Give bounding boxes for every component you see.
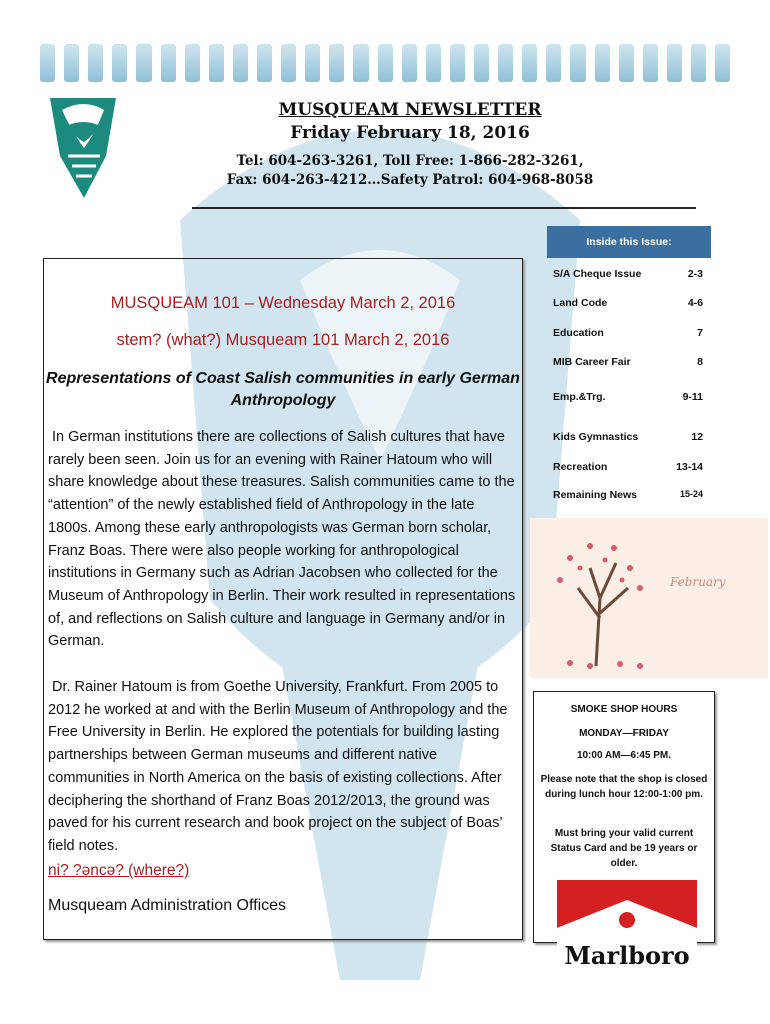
article-what: stem? (what?) Musqueam 101 March 2, 2016 [116,331,450,349]
toc-item: Land Code 4-6 [553,297,703,309]
toc-item: MIB Career Fair 8 [553,356,703,368]
event-location: Musqueam Administration Offices [48,897,287,914]
article-title: MUSQUEAM 101 – Wednesday March 2, 2016 [110,294,456,312]
article-subtitle: Representations of Coast Salish communities in early German Anthropology [46,370,520,409]
article-paragraph: In German institutions there are collections of Salish cultures that have rarely been seen. Join us for an evening with Rainer Hatoum who will share knowledge about these treasures. Salish communities came to the “attention” of the newly established field of Anthropology in the late 1800s. Among these early anthropologists was German born scholar, Franz Boas. There were also people working for anthropological institutions in Germany such as Adrian Jacobsen who collected for the Museum of Anthropology in Berlin. Their work resulted in representations of, and reflections on Salish culture and language in Germany and/or in German. [48,429,516,650]
smoke-shop-hours: 10:00 AM—6:45 PM. [576,750,672,761]
toc-item: Education 7 [553,327,703,339]
smoke-shop-note: Please note that the shop is closed during lunch hour 12:00-1:00 pm. [540,774,708,800]
where-label: ni? ?əncə? (where?) [48,862,190,879]
marlboro-wordmark: Marlboro [564,941,690,970]
article-paragraph: Dr. Rainer Hatoum is from Goethe University, Frankfurt. From 2005 to 2012 he worked at and with the Berlin Museum of Anthropology and the Free University in Berlin. He explored the potentials for building lasting partnerships between German museums and different native communities in North America on the basis of existing collections. After deciphering the shorthand of Franz Boas 2012/2013, the ground was paved for his current research and book project on the subject of Boas’ field notes. [48,679,508,854]
article-box [43,258,523,940]
header-divider [192,207,696,209]
calendar-month: February [670,575,726,589]
decorative-top-bar [40,44,730,82]
toc-item: Recreation 13-14 [553,461,703,473]
newsletter-date: Friday February 18, 2016 [290,123,530,143]
inside-this-issue [547,226,711,522]
toc-item: Kids Gymnastics 12 [553,431,703,443]
smoke-shop-days: MONDAY—FRIDAY [579,728,669,739]
toc-item: Remaining News 15-24 [553,489,703,501]
toc-item: S/A Cheque Issue 2-3 [553,268,703,280]
contact-fax: Fax: 604-263-4212…Safety Patrol: 604-968-8058 [226,172,594,188]
toc-item: Emp.&Trg. 9-11 [553,391,703,403]
marlboro-ad [547,880,707,978]
musqueam-logo [44,92,122,204]
smoke-shop-requirement: Must bring your valid current Status Card and be 19 years or older. [550,828,698,869]
valentine-tree-image [530,518,768,678]
contact-phone: Tel: 604-263-3261, Toll Free: 1-866-282-3261, [236,153,584,169]
inside-heading: Inside this Issue: [547,226,711,258]
newsletter-title: MUSQUEAM NEWSLETTER [278,100,542,120]
smoke-shop-title: SMOKE SHOP HOURS [570,704,678,715]
tree-illustration [530,518,768,678]
masthead [130,100,690,188]
